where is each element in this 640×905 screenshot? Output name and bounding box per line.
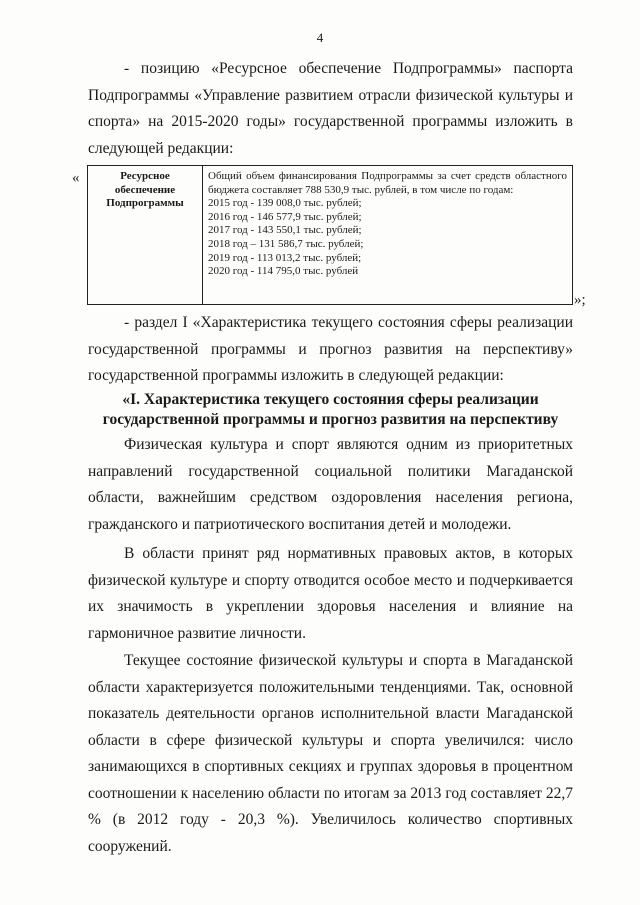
resource-table bbox=[87, 165, 573, 305]
paragraph-legal-acts: В области принят ряд нормативных правовых актов, в которых физической культуре и спорту отводится особое место и подчеркивается их значимость в укреплении здоровья населения и влияние на гармоничное развитие личности. bbox=[88, 545, 573, 642]
year-line-2019: 2019 год - 113 013,2 тыс. рублей; bbox=[208, 251, 362, 264]
table-row bbox=[88, 166, 573, 305]
paragraph-current-state: Текущее состояние физической культуры и спорта в Магаданской области характеризуется положительными тенденциями. Так, основной показатель деятельности органов исполнительной власти Магаданской области в сфере физической культуры и спорта увеличился: число занимающихся в спортивных секциях и группах здоровья в процентном соотношении к населению области по итогам за 2013 год составляет 22,7 % (в 2012 году - 20,3 %). Увеличилось количество спортивных сооружений. bbox=[88, 652, 573, 855]
funding-summary: Общий объем финансирования Подпрограммы за счет средств областного бюджета составляет 788 530,9 тыс. рублей, в том числе по годам: bbox=[208, 170, 567, 196]
paragraph-resource-position: - позицию «Ресурсное обеспечение Подпрограммы» паспорта Подпрограммы «Управление развитием отрасли физической культуры и спорта» на 2015-2020 годы» государственной программы изложить в следующей редакции: bbox=[88, 60, 573, 157]
table-close-quote: »; bbox=[574, 292, 586, 308]
page-number: 4 bbox=[316, 30, 324, 45]
table-open-quote: « bbox=[72, 170, 80, 186]
paragraph-section-change: - раздел I «Характеристика текущего состояния сферы реализации государственной программы и прогноз развития на перспективу» государственной программы изложить в следующей редакции: bbox=[88, 314, 573, 384]
year-line-2015: 2015 год - 139 008,0 тыс. рублей; bbox=[208, 197, 362, 210]
paragraph-priority: Физическая культура и спорт являются одним из приоритетных направлений государственной социальной политики Магаданской области, важнейшим средством оздоровления населения региона, гражданского и патриотического воспитания детей и молодежи. bbox=[88, 436, 573, 533]
resource-label-cell: Ресурсное обеспечение Подпрограммы bbox=[88, 166, 203, 305]
section-heading: «I. Характеристика текущего состояния сферы реализации государственной программы и прогноз развития на перспективу bbox=[102, 391, 559, 428]
year-line-2016: 2016 год - 146 577,9 тыс. рублей; bbox=[208, 210, 362, 223]
year-line-2017: 2017 год - 143 550,1 тыс. рублей; bbox=[208, 224, 362, 237]
year-line-2020: 2020 год - 114 795,0 тыс. рублей bbox=[208, 265, 359, 278]
resource-value-cell bbox=[203, 166, 573, 305]
year-line-2018: 2018 год – 131 586,7 тыс. рублей; bbox=[208, 237, 364, 250]
